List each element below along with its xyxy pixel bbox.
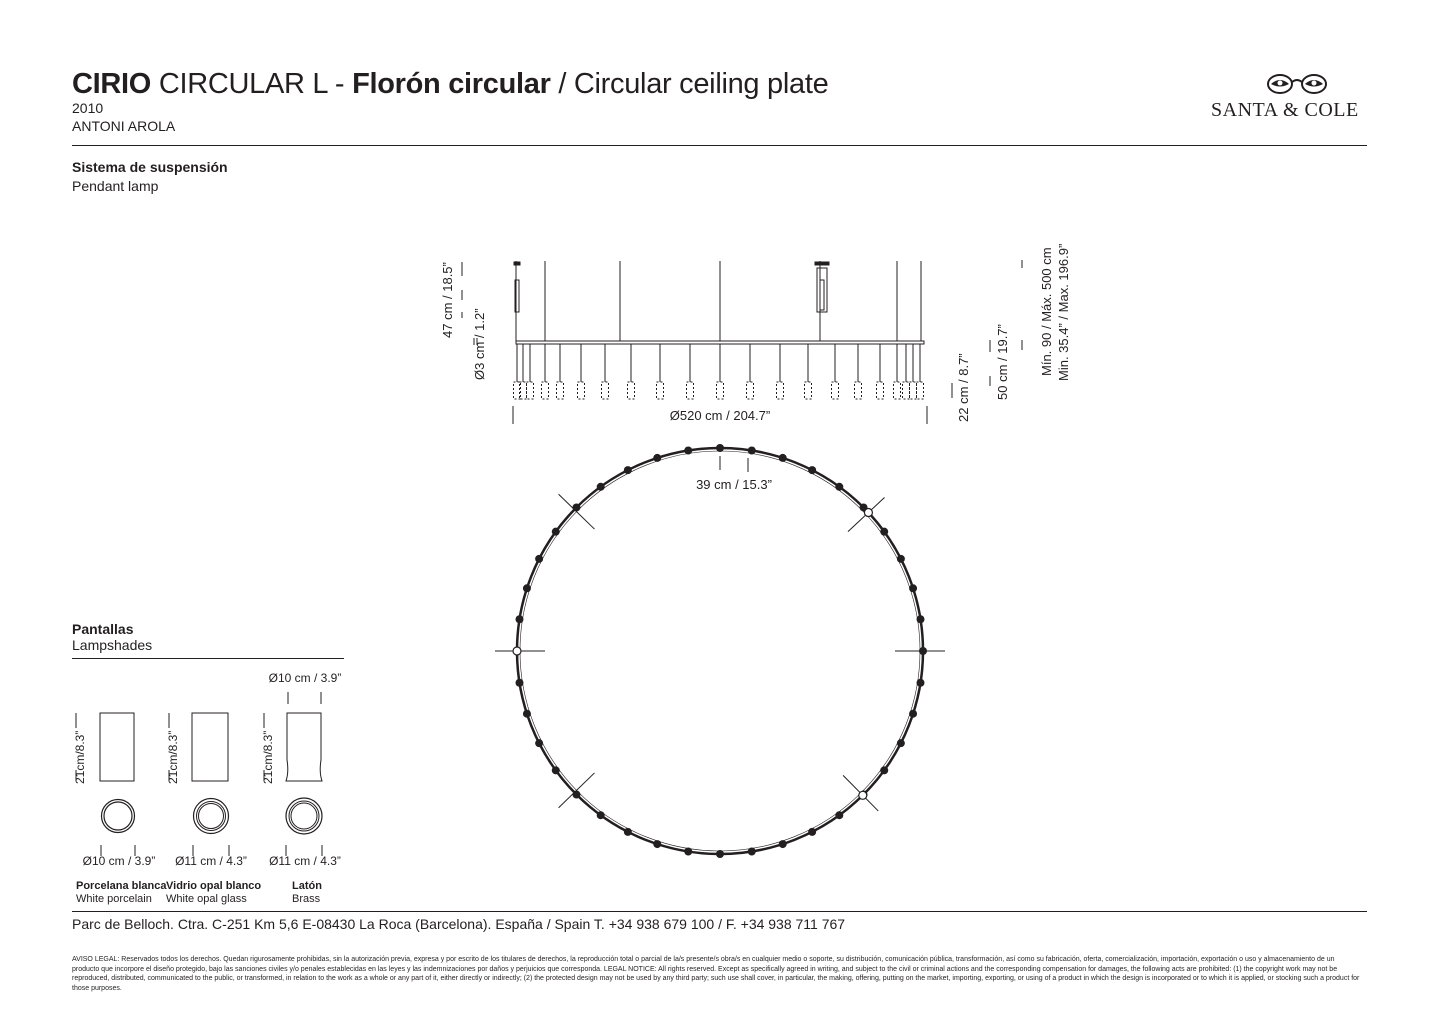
shade-2-name: Vidrio opal blanco — [166, 880, 262, 892]
pendant-shade — [805, 382, 812, 399]
pendant-shade-plan — [880, 528, 888, 536]
ring-plan-inner — [520, 451, 920, 851]
shade-2-plan-inner-2 — [199, 804, 224, 829]
pendant-shade-plan — [653, 454, 661, 462]
brand-name: SANTA & COLE — [1211, 99, 1359, 121]
pendant-shade — [747, 382, 754, 399]
cable-adjuster — [817, 268, 827, 312]
pendant-shade-plan — [897, 739, 905, 747]
shade-3-elevation — [286, 713, 322, 781]
shade-porcelain — [76, 880, 167, 906]
shade-top-diameter: Ø10 cm / 3.9” — [268, 671, 342, 685]
designer: ANTONI AROLA — [72, 118, 176, 134]
ceiling-plate — [815, 262, 829, 265]
pendant-shade — [578, 382, 585, 399]
pendant-shade — [903, 382, 910, 399]
pendant-shade-plan — [597, 811, 605, 819]
dim-total: 50 cm / 19.7” — [995, 324, 1010, 400]
pendant-shade-plan — [835, 811, 843, 819]
shade-2-plan-inner — [197, 802, 226, 831]
pendant-shade-plan — [716, 850, 724, 858]
plan-view — [495, 444, 945, 858]
pendant-shade-plan — [808, 466, 816, 474]
pendant-shade — [657, 382, 664, 399]
shade-1-plan-inner — [104, 802, 132, 830]
product-variant: CIRCULAR L - — [158, 68, 345, 100]
pendant-shade-plan — [552, 766, 560, 774]
cable-attachment-point — [864, 509, 872, 517]
pendant-shade — [687, 382, 694, 399]
shade-1-name-en: White porcelain — [76, 893, 152, 905]
legal-notice: AVISO LEGAL: Reservados todos los derechos. Quedan rigurosamente prohibidas, sin la autorización previa, expresa y por escrito de los titulares de derechos, la reproducción total o parcial de la/s presente/s obra/s en cualquier medio o soporte, su distribución, comunicación pública, transformación, así como su fabricación, oferta, comercialización, importación, exportación o uso y almacenamiento de un producto que incorpore el diseño protegido, bajo las sanciones civiles y/o penales establecidas en las leyes y las indemnizaciones por daños y perjuicios que corresponda. LEGAL NOTICE: All rights reserved. Except as specifically agreed in writing, and subject to the civil or criminal actions and the corresponding compensation for damages, the following acts are prohibited: (1) the copyright work may not be reproduced, distributed, communicated to the public, or transformed, in relation to the work as a whole or any part of it, either directly or indirectly; (2) the protected design may not be used by any third party; such use shall cover, in particular, the making, offering, putting on the market, importing, exporting, or using of a product in which the design is incorporated or to which it is applied, or stocking such a product for those purposes. — [72, 956, 1360, 992]
shade-1-elevation — [100, 713, 134, 781]
elevation-view — [514, 261, 925, 399]
accessory-name: Florón circular — [352, 68, 551, 100]
pendant-shade — [877, 382, 884, 399]
pendant-shade-plan — [748, 446, 756, 454]
shade-3-height: 21cm/8.3” — [261, 730, 275, 784]
shade-3-name-en: Brass — [292, 893, 321, 905]
shade-opal-glass — [166, 880, 261, 906]
pendant-shade — [894, 382, 901, 399]
pendant-shade-plan — [880, 766, 888, 774]
pendant-shade-plan — [572, 503, 580, 511]
pendant-shade-plan — [917, 679, 925, 687]
ceiling-plate — [514, 262, 520, 265]
pendant-shade-plan — [917, 615, 925, 623]
system-subtitle: Pendant lamp — [72, 178, 159, 194]
shade-1-name: Porcelana blanca — [76, 880, 167, 892]
shades-subtitle: Lampshades — [72, 637, 153, 653]
shade-3-plan-inner-2 — [291, 803, 317, 829]
pendant-shade-plan — [808, 828, 816, 836]
shades-divider — [72, 658, 344, 659]
pendant-shade-plan — [779, 454, 787, 462]
pendant-shade — [717, 382, 724, 399]
pendant-shade — [628, 382, 635, 399]
shade-2-elevation — [192, 713, 228, 781]
pendant-shade-plan — [909, 710, 917, 718]
accessory-name-en: / Circular ceiling plate — [558, 68, 829, 100]
pendant-shade-plan — [624, 828, 632, 836]
pendant-shade — [910, 382, 917, 399]
dim-range-in: Min. 35.4” / Max. 196.9” — [1056, 243, 1071, 381]
dim-cable-top: 47 cm / 18.5” — [440, 262, 455, 338]
shades-drawing — [76, 692, 322, 856]
pendant-shade-plan — [909, 584, 917, 592]
pendant-shade-plan — [835, 483, 843, 491]
cable-attachment-point — [859, 791, 867, 799]
pendant-shade — [855, 382, 862, 399]
pendant-shade-plan — [779, 840, 787, 848]
shade-1-diameter: Ø10 cm / 3.9” — [82, 854, 156, 868]
shade-brass — [292, 880, 322, 906]
pendant-shade-plan — [535, 555, 543, 563]
pendant-shade-plan — [653, 840, 661, 848]
pendant-shade — [557, 382, 564, 399]
pendant-shade-plan — [523, 710, 531, 718]
cable-adjuster — [820, 280, 824, 310]
pendant-shade — [832, 382, 839, 399]
pendant-shade-plan — [523, 584, 531, 592]
pendant-shade-plan — [552, 528, 560, 536]
pendant-shade — [527, 382, 534, 399]
dim-tube: Ø3 cm / 1.2” — [472, 308, 487, 380]
pendant-shade-plan — [624, 466, 632, 474]
pendant-shade-plan — [897, 555, 905, 563]
shade-3-diameter: Ø11 cm / 4.3” — [269, 854, 341, 868]
year: 2010 — [72, 100, 104, 116]
dim-range-cm: Mín. 90 / Máx. 500 cm — [1039, 247, 1054, 376]
product-name: CIRIO — [72, 68, 152, 100]
dimension-lines — [462, 260, 1022, 472]
pendant-shade-plan — [597, 483, 605, 491]
system-title: Sistema de suspensión — [72, 159, 228, 175]
shade-2-diameter: Ø11 cm / 4.3” — [175, 854, 247, 868]
shades-title: Pantallas — [72, 621, 134, 637]
pendant-shade-plan — [684, 446, 692, 454]
shade-3-name: Latón — [292, 880, 322, 892]
pendant-shade-plan — [535, 739, 543, 747]
ring-tube — [516, 341, 924, 344]
pendant-shade-plan — [515, 615, 523, 623]
footer-divider — [72, 911, 1367, 912]
shade-2-name-en: White opal glass — [166, 893, 247, 905]
pendant-shade-plan — [748, 848, 756, 856]
shade-2-height: 21cm/8.3” — [166, 730, 180, 784]
cable-attachment-point — [513, 647, 521, 655]
pendant-shade — [777, 382, 784, 399]
dim-spacing: 39 cm / 15.3” — [696, 477, 772, 492]
pendant-shade — [542, 382, 549, 399]
shade-1-plan — [102, 800, 135, 833]
dim-shade-height: 22 cm / 8.7” — [956, 353, 971, 422]
shade-3-plan-inner — [289, 801, 319, 831]
pendant-shade-plan — [515, 679, 523, 687]
dim-diameter: Ø520 cm / 204.7” — [669, 408, 771, 423]
pendant-shade-plan — [572, 791, 580, 799]
pendant-shade — [917, 382, 924, 399]
pendant-shade-plan — [716, 444, 724, 452]
pendant-shade-plan — [684, 848, 692, 856]
company-address: Parc de Belloch. Ctra. C-251 Km 5,6 E-08430 La Roca (Barcelona). España / Spain T. +34 938 679 100 / F. +34 938 711 767 — [72, 916, 846, 932]
shade-1-height: 21cm/8.3” — [73, 730, 87, 784]
pendant-shade — [602, 382, 609, 399]
